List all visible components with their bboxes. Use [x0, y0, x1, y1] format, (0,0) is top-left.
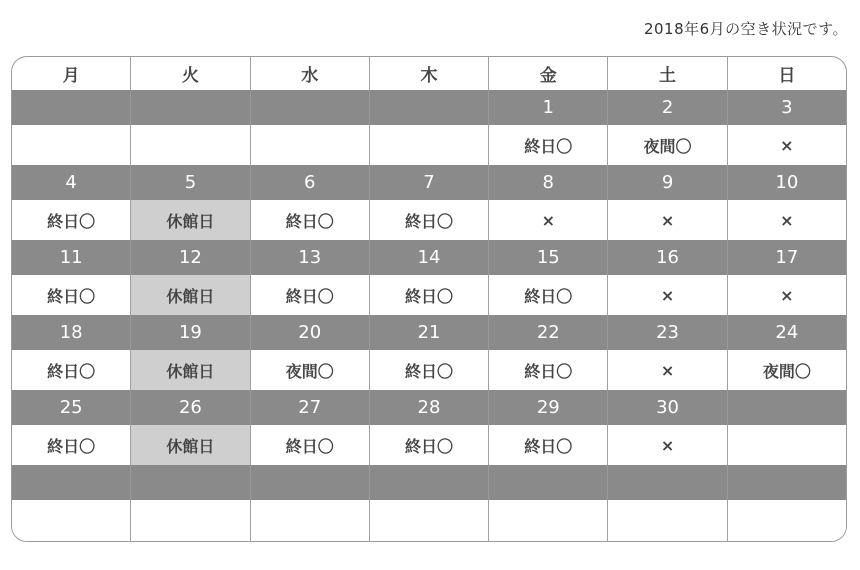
availability-status [130, 125, 249, 165]
availability-status: × [488, 200, 607, 240]
calendar [11, 56, 847, 542]
calendar-week [12, 465, 846, 542]
day-number: 19 [130, 315, 249, 350]
weekday-wednesday: 水 [250, 57, 369, 90]
day-number: 24 [727, 315, 846, 350]
availability-status: 終日〇 [488, 275, 607, 315]
day-number: 21 [369, 315, 488, 350]
day-number: 1 [488, 90, 607, 125]
date-row [12, 240, 846, 275]
day-number: 7 [369, 165, 488, 200]
availability-status [488, 500, 607, 542]
day-number [727, 465, 846, 500]
day-number: 2 [607, 90, 726, 125]
availability-status: 終日〇 [488, 425, 607, 465]
day-number [488, 465, 607, 500]
weekday-saturday: 土 [607, 57, 726, 90]
day-number: 4 [65, 172, 77, 193]
date-row [12, 390, 846, 425]
day-number: 22 [488, 315, 607, 350]
availability-status: 終日〇 [488, 125, 607, 165]
day-number: 13 [250, 240, 369, 275]
day-number [12, 465, 130, 500]
availability-status [727, 425, 846, 465]
availability-status: × [727, 125, 846, 165]
day-number [250, 90, 369, 125]
day-number: 17 [727, 240, 846, 275]
day-number: 8 [488, 165, 607, 200]
availability-status: 夜間〇 [607, 125, 726, 165]
status-row [12, 125, 846, 165]
availability-status [12, 125, 130, 165]
availability-status: 終日〇 [250, 425, 369, 465]
date-row [12, 90, 846, 125]
availability-status: 終日〇 [369, 350, 488, 390]
day-number [369, 465, 488, 500]
weekday-monday: 月 [62, 66, 80, 86]
calendar-week [12, 240, 846, 315]
date-row [12, 165, 846, 200]
availability-status: × [607, 200, 726, 240]
availability-status: 終日〇 [369, 200, 488, 240]
availability-status: × [727, 275, 846, 315]
day-number: 6 [250, 165, 369, 200]
day-number: 23 [607, 315, 726, 350]
availability-status: 終日〇 [369, 425, 488, 465]
availability-status: 終日〇 [369, 275, 488, 315]
availability-status: 休館日 [130, 200, 249, 240]
availability-status: 休館日 [130, 425, 249, 465]
day-number: 15 [488, 240, 607, 275]
availability-caption: 2018年6月の空き状況です。 [643, 20, 848, 38]
weekday-friday: 金 [488, 57, 607, 90]
day-number: 5 [130, 165, 249, 200]
availability-status: 終日〇 [250, 200, 369, 240]
weekday-sunday: 日 [727, 57, 846, 90]
availability-status: 終日〇 [47, 361, 96, 381]
availability-status: 休館日 [130, 275, 249, 315]
weekday-header-row [12, 57, 846, 90]
day-number [12, 90, 130, 125]
day-number: 26 [130, 390, 249, 425]
date-row [12, 315, 846, 350]
availability-status: × [727, 200, 846, 240]
weekday-thursday: 木 [369, 57, 488, 90]
day-number: 27 [250, 390, 369, 425]
availability-status: 終日〇 [488, 350, 607, 390]
day-number [607, 465, 726, 500]
calendar-weeks [12, 90, 846, 542]
day-number: 10 [727, 165, 846, 200]
day-number: 28 [369, 390, 488, 425]
availability-status [130, 500, 249, 542]
status-row [12, 425, 846, 465]
calendar-week [12, 315, 846, 390]
status-row [12, 275, 846, 315]
day-number [369, 90, 488, 125]
day-number: 14 [369, 240, 488, 275]
availability-status: 休館日 [130, 350, 249, 390]
availability-status: 終日〇 [47, 286, 96, 306]
day-number [130, 90, 249, 125]
availability-status [12, 500, 130, 542]
availability-status: 夜間〇 [250, 350, 369, 390]
weekday-tuesday: 火 [130, 57, 249, 90]
day-number: 9 [607, 165, 726, 200]
day-number: 16 [607, 240, 726, 275]
availability-status [607, 500, 726, 542]
day-number: 25 [59, 397, 83, 418]
availability-status: × [607, 275, 726, 315]
day-number: 11 [59, 247, 83, 268]
availability-status [369, 125, 488, 165]
availability-status [369, 500, 488, 542]
status-row [12, 500, 846, 542]
availability-status [727, 500, 846, 542]
day-number: 20 [250, 315, 369, 350]
status-row [12, 350, 846, 390]
availability-status: 終日〇 [47, 211, 96, 231]
status-row [12, 200, 846, 240]
day-number: 3 [727, 90, 846, 125]
day-number [727, 390, 846, 425]
day-number [250, 465, 369, 500]
availability-status: 夜間〇 [727, 350, 846, 390]
day-number: 30 [607, 390, 726, 425]
day-number [130, 465, 249, 500]
day-number: 18 [59, 322, 83, 343]
availability-status [250, 125, 369, 165]
calendar-week [12, 90, 846, 165]
availability-status: × [607, 350, 726, 390]
availability-status [250, 500, 369, 542]
availability-status: × [607, 425, 726, 465]
calendar-week [12, 165, 846, 240]
availability-status: 終日〇 [47, 436, 96, 456]
date-row [12, 465, 846, 500]
day-number: 29 [488, 390, 607, 425]
calendar-week [12, 390, 846, 465]
day-number: 12 [130, 240, 249, 275]
availability-status: 終日〇 [250, 275, 369, 315]
